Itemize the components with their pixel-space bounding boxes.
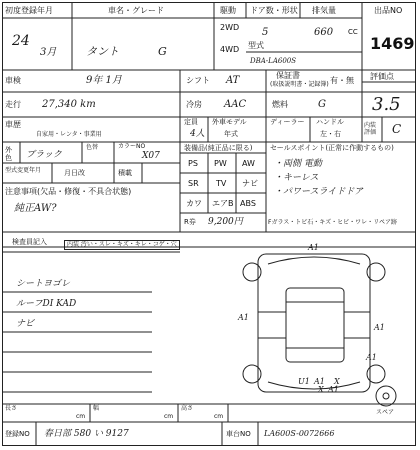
car-name: タント <box>86 45 119 58</box>
fuel-label: 燃料 <box>272 100 288 109</box>
chassis-value: LA600S-0072666 <box>264 429 335 438</box>
displacement-label: 排気量 <box>312 6 336 15</box>
doors: 5 <box>262 27 269 38</box>
color-label: 色替 <box>86 144 99 151</box>
shaken-value: 9年 1月 <box>86 75 122 86</box>
damage-mark-rear-2: A1 <box>314 377 325 386</box>
inspector-line-1: シートヨゴレ <box>16 279 71 289</box>
inspector-line-3: ナビ <box>16 319 35 329</box>
equip-abs: ABS <box>240 199 256 208</box>
reg-value: 春日部 580 い 9127 <box>44 429 129 439</box>
equip-leather: カワ <box>186 199 202 208</box>
width-unit: cm <box>164 413 174 420</box>
equipment-title: 装備品(純正品に限る) <box>184 144 253 152</box>
outer-color-label: 外色 <box>5 146 12 162</box>
damage-mark-right-rear: A1 <box>366 353 377 362</box>
drive-label: 駆動 <box>220 6 236 15</box>
interior-value: C <box>392 122 402 136</box>
capacity-value: 4人 <box>190 129 205 139</box>
model-label: 型式 <box>248 41 264 50</box>
cc-unit: CC <box>348 28 358 36</box>
chassis-label: 車台NO <box>226 430 251 438</box>
r-label: R券 <box>184 218 196 226</box>
shift-value: AT <box>226 75 240 86</box>
drive-2wd: 2WD <box>220 23 240 32</box>
lot-label: 出品NO <box>374 6 403 15</box>
first-reg-label: 初度登録年月 <box>5 6 53 15</box>
date-label2: 月日改 <box>64 169 85 177</box>
mc-sub: 年式 <box>224 130 238 138</box>
handle-label: ハンドル <box>316 118 344 126</box>
first-reg-month: 3月 <box>40 47 57 58</box>
equip-pw: PW <box>214 159 227 168</box>
capacity-label: 定員 <box>184 118 198 126</box>
height-label: 高さ <box>181 405 194 412</box>
sales-point-2: ・キーレス <box>274 173 319 183</box>
aircon-value: AAC <box>224 99 247 110</box>
car-damage-diagram <box>2 2 416 446</box>
sales-point-1: ・両側 電動 <box>274 159 322 169</box>
first-reg-year: 24 <box>12 33 30 49</box>
history-options: 自家用・レンタ・事業用 <box>36 131 102 138</box>
mc-label: 外車モデル <box>212 118 247 126</box>
damage-mark-rear-4: X <box>318 385 324 394</box>
interior-label: 内装評価 <box>364 122 377 136</box>
equip-tv: TV <box>216 179 227 188</box>
r-value: 9,200円 <box>208 217 243 227</box>
inspector-label: 検査員記入 <box>12 238 47 246</box>
car-name-label: 車名・グレード <box>108 6 164 15</box>
score-value: 3.5 <box>372 94 401 115</box>
model-value: DBA-LA600S <box>250 57 297 65</box>
reg-label: 登録NO <box>5 430 30 438</box>
damage-mark-rear-5: X <box>334 377 340 386</box>
lot-number: 1469 <box>370 34 415 53</box>
warranty-label: 保証書 <box>276 71 300 80</box>
sales-point-3: ・パワースライドドア <box>274 187 364 197</box>
spare-label: スペア <box>376 409 395 416</box>
damage-mark-front: A1 <box>308 243 319 252</box>
dealer-label: ディーラー <box>270 118 305 126</box>
damage-mark-right: A1 <box>374 323 385 332</box>
grade: G <box>158 45 167 58</box>
mileage-label: 走行 <box>5 100 21 109</box>
doors-label: ドア数・形状 <box>250 6 298 15</box>
drive-4wd: 4WD <box>220 45 240 54</box>
color-no-value: X07 <box>142 151 160 161</box>
sales-title: セールスポイント(正常に作動するもの) <box>270 144 394 152</box>
inspector-legend: 内装 汚い・スレ・キズ・キレ・コゲ・穴 <box>64 240 180 250</box>
score-label: 評価点 <box>370 72 394 81</box>
equip-aw: AW <box>242 159 255 168</box>
height-unit: cm <box>214 413 224 420</box>
notes-title: 注意事項(欠品・修復・不具合状態) <box>5 187 132 196</box>
handle-sub: 左・右 <box>320 130 341 138</box>
damage-mark-rear-3: A1 <box>328 385 339 394</box>
shift-label: シフト <box>186 76 210 85</box>
width-label: 幅 <box>93 405 100 412</box>
glass-note: Fガラス・トビ石・キズ・ヒビ・ワレ・リペア跡 <box>268 219 398 226</box>
inspector-line-2: ルーフDI KAD <box>16 299 77 309</box>
equip-sr: SR <box>188 179 199 188</box>
length-label: 長さ <box>5 405 18 412</box>
length-unit: cm <box>76 413 86 420</box>
equip-airbag: エアB <box>212 199 234 208</box>
shaken-label: 車検 <box>5 76 21 85</box>
damage-mark-rear-1: U1 <box>298 377 310 386</box>
aircon-label: 冷房 <box>186 100 202 109</box>
fuel-value: G <box>318 99 326 110</box>
color-no-label: カラーNO <box>118 143 146 150</box>
outer-color-value: ブラック <box>26 150 62 160</box>
warranty-sub: (取扱説明書・記録簿) <box>270 81 329 88</box>
damage-mark-left: A1 <box>238 313 249 322</box>
equip-navi: ナビ <box>242 179 258 188</box>
equip-ps: PS <box>188 159 198 168</box>
displacement: 660 <box>314 27 334 38</box>
accum-label: 積載 <box>118 169 132 177</box>
notes-content: 純正AW? <box>14 203 57 214</box>
auction-sheet <box>2 2 416 446</box>
date-label: 型式変更年月 <box>5 167 42 174</box>
mileage-value: 27,340 km <box>42 99 96 110</box>
warranty-value: 有・無 <box>330 76 354 85</box>
history-label: 車歴 <box>5 120 21 129</box>
